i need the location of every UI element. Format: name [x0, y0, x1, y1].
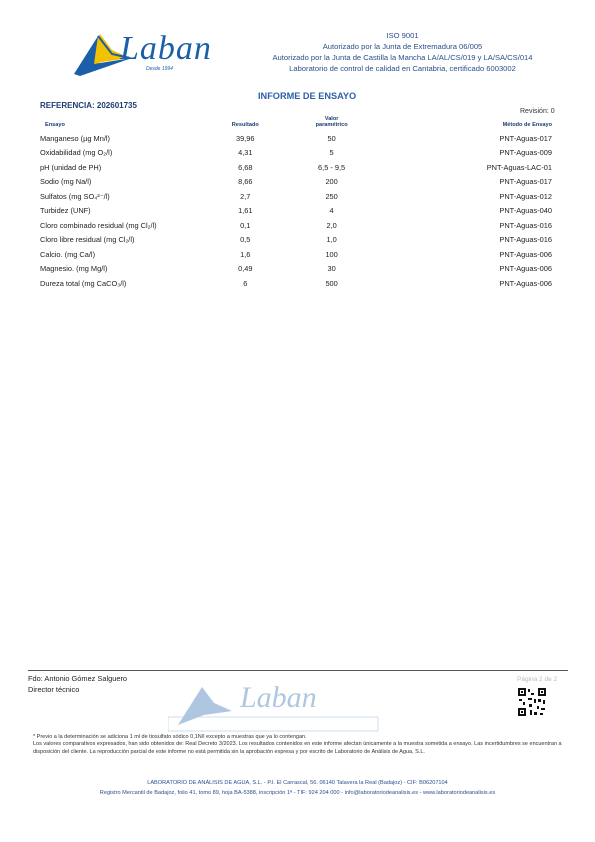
- table-row: [40, 276, 572, 291]
- cell-test: Magnesio. (mg Mg/l): [40, 264, 108, 274]
- note-line: Los valores comparativos expresados, han sido obtenidos de: Real Decreto 3/2023. Los resultados contenidos en este informe afectan únicamente a la muestra sometida a ensayo. Las incertidumbres se encuentran a disposición del cliente. La reproducción parcial de este informe no está permitida sin la aprobación expresa y por escrito de Laboratorio de Análisis de Agua, S.L.: [33, 741, 562, 755]
- header-line: Autorizado por la Junta de Extremadura 06/005: [322, 42, 483, 51]
- cell-test: Manganeso (µg Mn/l): [40, 133, 110, 143]
- cell-value: 200: [325, 177, 338, 187]
- header-line: Laboratorio de control de calidad en Cantabria, certificado 6003002: [289, 64, 516, 73]
- cell-result: 6: [243, 278, 248, 288]
- cell-test: Sodio (mg Na/l): [40, 177, 92, 187]
- table-row: [40, 233, 572, 248]
- cell-method: PNT-Aguas-012: [499, 191, 552, 201]
- cell-result: 0,1: [240, 220, 251, 230]
- footer-divider: [28, 670, 568, 671]
- report-reference: REFERENCIA: 202601735: [40, 101, 137, 110]
- header-value: [284, 116, 380, 131]
- cell-result: 0,49: [238, 264, 253, 274]
- cell-value: 6,5 - 9,5: [318, 162, 346, 172]
- results-table: [40, 116, 572, 291]
- cell-test: Calcio. (mg Ca/l): [40, 249, 96, 259]
- cell-test: Cloro libre residual (mg Cl₂/l): [40, 235, 135, 245]
- cell-value: 30: [327, 264, 336, 274]
- cell-method: PNT-Aguas-009: [499, 148, 552, 158]
- cell-value: 500: [325, 278, 338, 288]
- cell-method: PNT-Aguas-017: [499, 133, 552, 143]
- header-method: Método de Ensayo: [502, 122, 552, 128]
- table-row: [40, 175, 572, 190]
- cell-result: 1,6: [240, 249, 251, 259]
- footer-line1: LABORATORIO DE ANÁLISIS DE AGUA, S.L. - P.I. El Carrascal, 56. 06140 Talavera la Real (Badajoz) - CIF: B06207104: [147, 780, 448, 786]
- cell-value: 5: [329, 148, 334, 158]
- footer-line2: Registro Mercantil de Badajoz, folio 41, tomo 89, hoja BA-5388, inscripción 1ª - TIF: 924 204 000 - info@laboratoriodeanalisis.es - www.laboratoriodeanalisis.es: [99, 790, 496, 796]
- cell-test: Cloro combinado residual (mg Cl₂/l): [40, 220, 157, 230]
- cell-result: 2,7: [240, 191, 251, 201]
- cell-value: 2,0: [326, 220, 337, 230]
- header-result: Resultado: [231, 122, 259, 128]
- cell-result: 6,68: [238, 162, 253, 172]
- report-title: INFORME DE ENSAYO: [258, 91, 357, 101]
- cell-result: 8,66: [238, 177, 253, 187]
- brand-since: Desde 1994: [146, 66, 173, 72]
- signature-block: [28, 673, 127, 695]
- cell-method: PNT-Aguas-006: [499, 264, 552, 274]
- cell-value: 100: [325, 249, 338, 259]
- qr-code-icon: [517, 687, 547, 717]
- cell-result: 39,96: [236, 133, 255, 143]
- table-row: [40, 204, 572, 219]
- brand-name: Laban: [120, 30, 212, 67]
- cell-test: Sulfatos (mg SO₄²⁻/l): [40, 191, 110, 201]
- laboratory-stamp-icon: [168, 673, 388, 733]
- table-row: [40, 146, 572, 161]
- cell-test: Oxidabilidad (mg O₂/l): [40, 148, 113, 158]
- cell-value: 4: [329, 206, 334, 216]
- report-notes: [33, 734, 573, 756]
- note-line: * Previo a la determinación se adiciona 1 ml de tiosulfato sódico 0,1N/l excepto a muestras que ya lo contengan.: [33, 734, 307, 740]
- table-row: [40, 131, 572, 146]
- cell-result: 1,61: [238, 206, 253, 216]
- cell-method: PNT-Aguas-006: [499, 249, 552, 259]
- cell-test: Dureza total (mg CaCO₃/l): [40, 278, 127, 288]
- header-line: ISO 9001: [386, 31, 419, 40]
- cell-method: PNT-Aguas-016: [499, 235, 552, 245]
- signature-role: Director técnico: [28, 685, 80, 694]
- table-row: [40, 189, 572, 204]
- accreditation-header: [230, 30, 575, 74]
- cell-value: 50: [327, 133, 336, 143]
- cell-method: PNT-Aguas-006: [499, 278, 552, 288]
- report-revision: Revisión: 0: [520, 108, 555, 115]
- table-row: [40, 247, 572, 262]
- table-row: [40, 262, 572, 277]
- cell-method: PNT-Aguas-017: [499, 177, 552, 187]
- signature-name: Fdo: Antonio Gómez Salguero: [28, 674, 128, 683]
- cell-test: pH (unidad de PH): [40, 162, 102, 172]
- header-test: Ensayo: [45, 122, 65, 128]
- cell-value: 250: [325, 191, 338, 201]
- cell-method: PNT-Aguas-016: [499, 220, 552, 230]
- cell-test: Turbidez (UNF): [40, 206, 91, 216]
- cell-method: PNT-Aguas-LAC-01: [486, 162, 552, 172]
- page-number: Página 2 de 2: [517, 676, 558, 683]
- header-value-line1: Valor: [324, 116, 339, 122]
- table-row: [40, 218, 572, 233]
- header-value-line2: paramétrico: [315, 122, 348, 128]
- cell-result: 0,5: [240, 235, 251, 245]
- table-row: [40, 160, 572, 175]
- svg-text:Laban: Laban: [240, 681, 317, 714]
- cell-result: 4,31: [238, 148, 253, 158]
- cell-value: 1,0: [326, 235, 337, 245]
- table-header-row: [40, 116, 572, 131]
- header-line: Autorizado por la Junta de Castilla la Mancha LA/AL/CS/019 y LA/SA/CS/014: [272, 53, 533, 62]
- cell-method: PNT-Aguas-040: [499, 206, 552, 216]
